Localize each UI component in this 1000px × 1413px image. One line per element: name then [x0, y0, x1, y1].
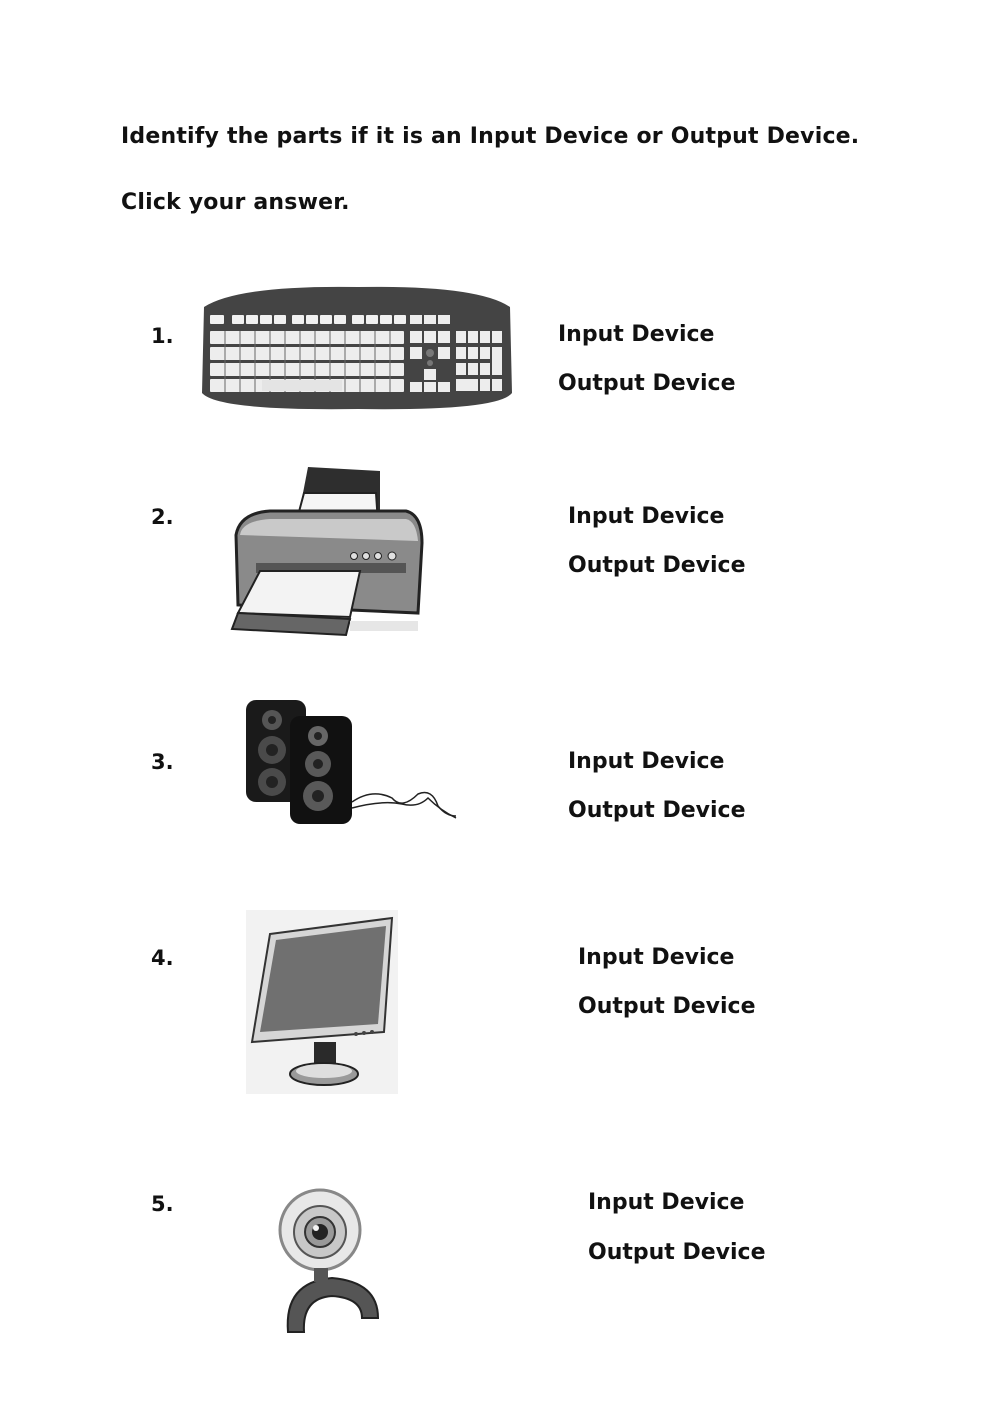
webcam-icon: [278, 1186, 384, 1334]
question-number-2: 2.: [151, 505, 174, 529]
q3-output-device-option[interactable]: Output Device: [568, 798, 746, 823]
q2-input-device-option[interactable]: Input Device: [568, 504, 725, 529]
instruction-title: Identify the parts if it is an Input Device or Output Device.: [121, 124, 860, 149]
question-number-3: 3.: [151, 750, 174, 774]
speakers-icon: [242, 698, 460, 828]
q5-input-device-option[interactable]: Input Device: [588, 1190, 745, 1215]
q3-input-device-option[interactable]: Input Device: [568, 749, 725, 774]
instruction-subtitle: Click your answer.: [121, 190, 350, 215]
monitor-icon: [246, 910, 398, 1094]
q2-output-device-option[interactable]: Output Device: [568, 553, 746, 578]
q4-input-device-option[interactable]: Input Device: [578, 945, 735, 970]
printer-icon: [230, 463, 425, 638]
q4-output-device-option[interactable]: Output Device: [578, 994, 756, 1019]
q1-output-device-option[interactable]: Output Device: [558, 371, 736, 396]
q5-output-device-option[interactable]: Output Device: [588, 1240, 766, 1265]
question-number-1: 1.: [151, 324, 174, 348]
question-number-5: 5.: [151, 1192, 174, 1216]
q1-input-device-option[interactable]: Input Device: [558, 322, 715, 347]
keyboard-icon: [198, 285, 516, 413]
question-number-4: 4.: [151, 946, 174, 970]
